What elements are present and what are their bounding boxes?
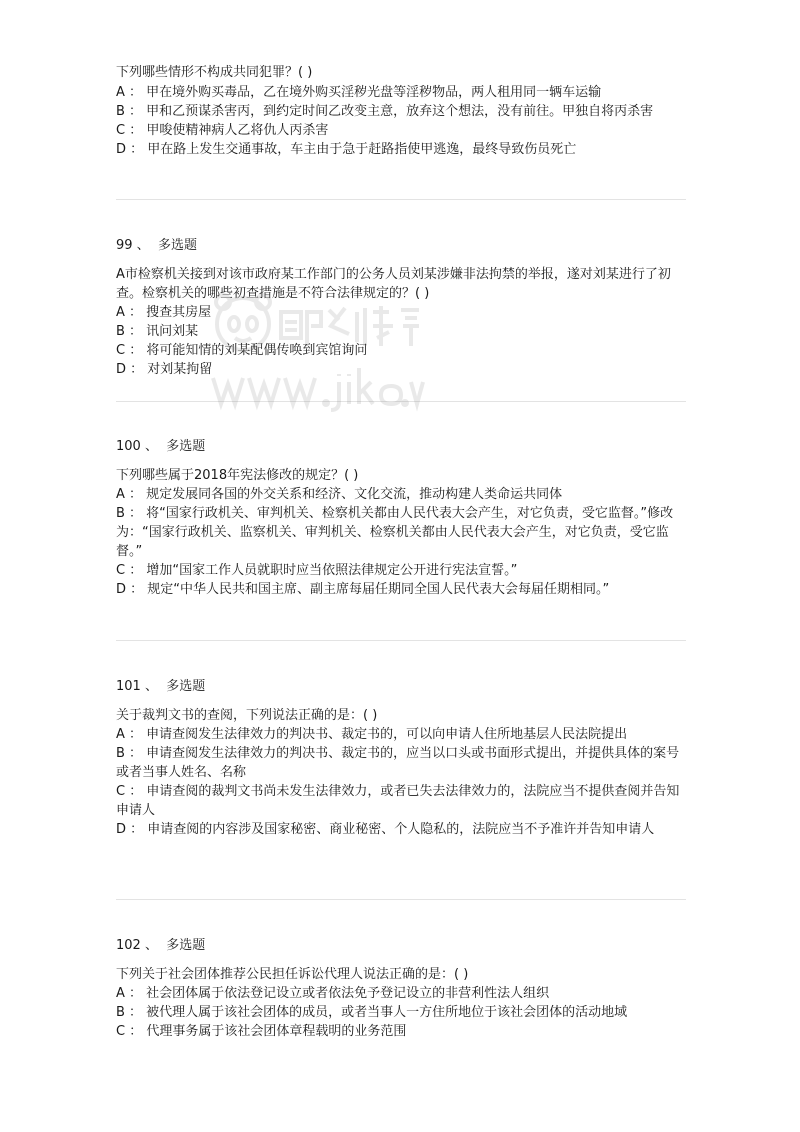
question-99 [116,236,686,379]
option-a: A ： 规定发展同各国的外交关系和经济、文化交流，推动构建人类命运共同体 [116,487,563,502]
option-c: C ： 申请查阅的裁判文书尚未发生法律效力，或者已失去法律效力的，法院应当不提供查阅并告知申请人 [116,784,680,818]
option-c: C ： 代理事务属于该社会团体章程载明的业务范围 [116,1024,407,1039]
question-102 [116,936,686,1041]
option-d: D ： 对刘某拘留 [116,362,213,377]
question-stem: 下列关于社会团体推荐公民担任诉讼代理人说法正确的是：( ) [116,967,469,982]
question-stem: A市检察机关接到对该市政府某工作部门的公务人员刘某涉嫌非法拘禁的举报，遂对刘某进行了初查。检察机关的哪些初查措施是不符合法律规定的？( ) [116,267,671,301]
option-d: D ： 申请查阅的内容涉及国家秘密、商业秘密、个人隐私的，法院应当不予准许并告知申请人 [116,822,655,837]
option-d: D ： 甲在路上发生交通事故，车主由于急于赶路指使甲逃逸，最终导致伤员死亡 [116,142,577,157]
option-a: A ： 甲在境外购买毒品，乙在境外购买淫秽光盘等淫秽物品，两人租用同一辆车运输 [116,85,602,100]
separator [116,199,686,200]
question-stem: 下列哪些属于2018年宪法修改的规定？( ) [116,468,359,483]
option-b: B ： 将“国家行政机关、审判机关、检察机关都由人民代表大会产生，对它负责，受它监督。”修改为：“国家行政机关、监察机关、审判机关、检察机关都由人民代表大会产生，对它负责，受它监督。” [116,506,674,559]
option-c: C ： 增加“国家工作人员就职时应当依照法律规定公开进行宪法宣誓。” [116,563,518,578]
question-100 [116,437,686,599]
question-header: 102 、 多选题 [116,938,206,953]
separator [116,401,686,402]
question-header: 101 、 多选题 [116,679,206,694]
option-c: C ： 将可能知情的刘某配偶传唤到宾馆询问 [116,343,368,358]
option-d: D ： 规定“中华人民共和国主席、副主席每届任期同全国人民代表大会每届任期相同。” [116,582,610,597]
question-header: 100 、 多选题 [116,439,206,454]
question-101 [116,677,686,839]
option-a: A ： 社会团体属于依法登记设立或者依法免予登记设立的非营利性法人组织 [116,986,550,1001]
option-b: B ： 甲和乙预谋杀害丙，到约定时间乙改变主意，放弃这个想法，没有前往。甲独自将丙杀害 [116,104,654,119]
option-a: A ： 搜查其房屋 [116,305,212,320]
option-b: B ： 被代理人属于该社会团体的成员，或者当事人一方住所地位于该社会团体的活动地域 [116,1005,628,1020]
option-b: B ： 申请查阅发生法律效力的判决书、裁定书的，应当以口头或书面形式提出，并提供具体的案号或者当事人姓名、名称 [116,746,680,780]
separator [116,640,686,641]
option-b: B ： 讯问刘某 [116,324,199,339]
question-stem: 关于裁判文书的查阅，下列说法正确的是：( ) [116,708,378,723]
option-a: A ： 申请查阅发生法律效力的判决书、裁定书的，可以向申请人住所地基层人民法院提出 [116,727,628,742]
option-c: C ： 甲唆使精神病人乙将仇人丙杀害 [116,123,329,138]
question-header: 99 、 多选题 [116,238,197,253]
separator [116,899,686,900]
question-stem: 下列哪些情形不构成共同犯罪？( ) [116,65,313,80]
question-98 [116,63,686,159]
